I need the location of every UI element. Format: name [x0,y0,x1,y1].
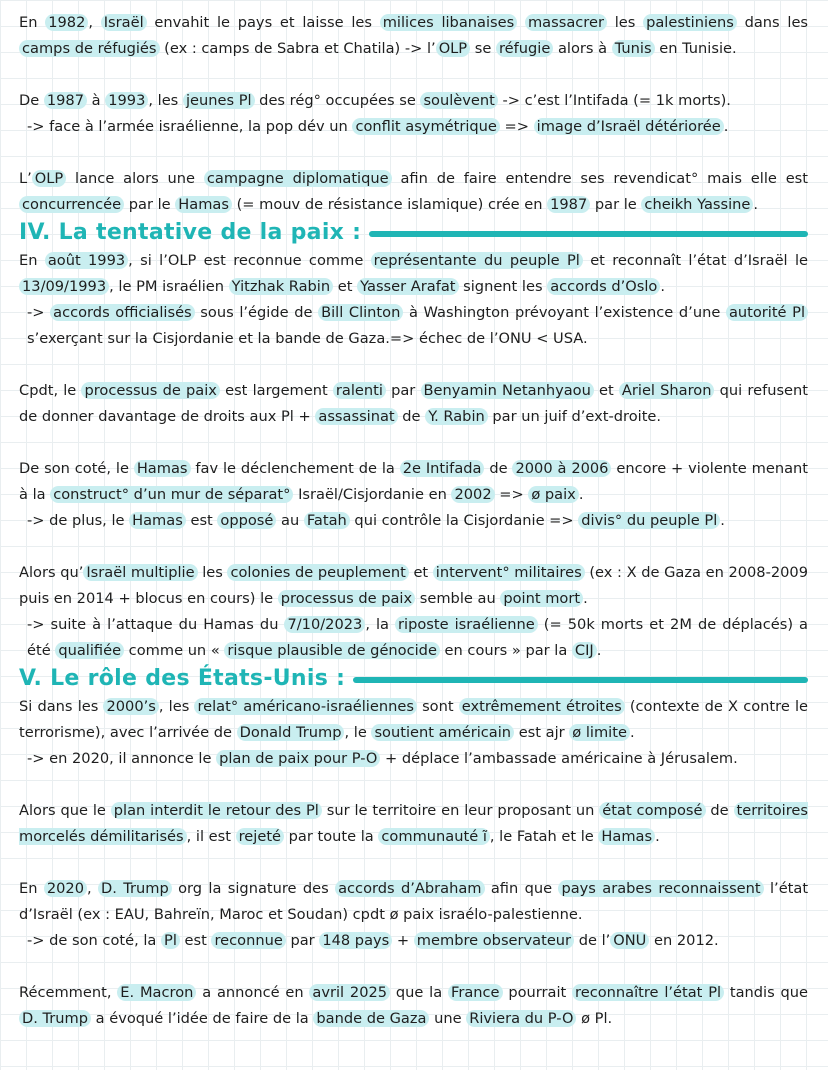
text-run: envahit le pays et laisse les [146,14,380,31]
text-run: En [19,14,46,31]
text-run: , si l’OLP est reconnue comme [128,252,371,269]
text-run: l’état d’Israël (ex : EAU, Bahreïn, Maroc et Soudan) cpdt ø paix israélo-palestienne. [19,880,809,923]
text-run: comme un « [124,642,225,659]
text-run: . [660,278,665,295]
text-run: par toute la [284,828,379,845]
highlighted-term: processus de paix [278,590,415,607]
note-paragraph [19,694,808,746]
text-run: en 2012. [649,932,719,949]
highlighted-term: OLP [436,40,470,57]
text-run: De [19,92,44,109]
text-run: (= 50k morts et 2M de déplacés) a été [27,616,808,659]
text-run: Alors que le [19,802,111,819]
note-subpoint [19,746,808,772]
text-run: L’ [19,170,32,187]
text-run: Israël/Cisjordanie en [293,486,452,503]
text-run: encore + violente menant à la [19,460,808,503]
highlighted-term: France [448,984,503,1001]
highlighted-term: OLP [32,170,66,187]
text-run: par un juif d’ext-droite. [487,408,662,425]
text-run: + déplace l’ambassade américaine à Jérusalem. [380,750,738,767]
text-run: , [88,14,101,31]
text-run: , le [344,724,372,741]
note-subpoint [19,114,808,140]
highlighted-term: Benyamin Netanhyaou [421,382,594,399]
paragraph-spacer [19,62,808,88]
text-run: . [596,642,602,659]
text-run: fav le déclenchement de la [190,460,400,477]
highlighted-term: accords d’Abraham [335,880,484,897]
section-heading [19,214,808,250]
text-run [517,14,525,31]
text-run: -> suite à l’attaque du Hamas du [27,616,285,633]
note-paragraph [19,456,808,508]
text-run: Si dans les [19,698,104,715]
text-run: Cpdt, le [19,382,82,399]
text-run: à Washington prévoyant l’existence d’une [403,304,726,321]
highlighted-term: D. Trump [98,880,172,897]
highlighted-term: accords d’Oslo [547,278,660,295]
highlighted-term: plan interdit le retour des Pl [111,802,322,819]
text-run: de [705,802,734,819]
text-run: sous l’égide de [194,304,319,321]
text-run: au [276,512,304,529]
highlighted-term: Riviera du P-O [466,1010,576,1027]
text-run: . [723,118,729,135]
paragraph-spacer [19,534,808,560]
text-run: tandis que [724,984,809,1001]
highlighted-term: extrêmement étroites [459,698,625,715]
text-run: qui refusent de donner davantage de droits aux Pl + [19,382,809,425]
text-run: alors à [553,40,612,57]
section-heading-text: IV. La tentative de la paix : [19,219,362,245]
paragraph-spacer [19,850,808,876]
text-run: les [606,14,644,31]
highlighted-term: Tunis [612,40,655,57]
text-run: est largement [219,382,333,399]
text-run: sont [416,698,459,715]
text-run: en cours » par la [439,642,572,659]
text-run: ø Pl. [576,1010,613,1027]
highlighted-term: Fatah [304,512,350,529]
text-run: est ajr [514,724,570,741]
note-paragraph [19,248,808,300]
highlighted-term: massacrer [525,14,607,31]
text-run: signent les [458,278,548,295]
highlighted-term: 2000 à 2006 [512,460,611,477]
highlighted-term: colonies de peuplement [227,564,408,581]
text-run: par [285,932,320,949]
highlighted-term: reconnaître l’état Pl [572,984,724,1001]
highlighted-term: conflit asymétrique [352,118,499,135]
text-run: pourrait [502,984,573,1001]
text-run: org la signature des [171,880,336,897]
text-run: -> en 2020, il annonce le [27,750,217,767]
highlighted-term: Bill Clinton [318,304,403,321]
highlighted-term: avril 2025 [309,984,390,1001]
text-run: . [655,828,660,845]
highlighted-term: processus de paix [81,382,219,399]
text-run: les [197,564,228,581]
highlighted-term: ø paix [528,486,578,503]
highlighted-term: Israël [101,14,147,31]
highlighted-term: 7/10/2023 [284,616,365,633]
text-run: , le PM israélien [109,278,229,295]
highlighted-term: autorité Pl [726,304,808,321]
highlighted-term: août 1993 [45,252,128,269]
highlighted-term: concurrencée [19,196,124,213]
text-run: De son coté, le [19,460,134,477]
highlighted-term: divis° du peuple Pl [578,512,720,529]
note-paragraph [19,980,808,1032]
highlighted-term: rejeté [236,828,284,845]
heading-underline [353,677,808,683]
highlighted-term: image d’Israël détériorée [534,118,724,135]
text-run: -> c’est l’Intifada (= 1k morts). [497,92,731,109]
text-run: de [397,408,426,425]
highlighted-term: accords officialisés [50,304,195,321]
highlighted-term: 1993 [105,92,148,109]
text-run: par le [124,196,176,213]
text-run: => [494,486,529,503]
highlighted-term: 2e Intifada [400,460,485,477]
paragraph-spacer [19,772,808,798]
text-run: (ex : camps de Sabra et Chatila) -> l’ [159,40,436,57]
highlighted-term: Donald Trump [237,724,345,741]
paragraph-spacer [19,352,808,378]
note-subpoint [19,928,808,954]
text-run: et [593,382,619,399]
highlighted-term: 1987 [44,92,87,109]
highlighted-term: campagne diplomatique [204,170,392,187]
highlighted-term: risque plausible de génocide [224,642,440,659]
text-run: En [19,252,45,269]
highlighted-term: soutient américain [371,724,514,741]
text-run: afin de faire entendre ses revendicat° mais elle est [391,170,809,187]
note-subpoint [19,612,808,664]
highlighted-term: communauté ĩ [378,828,489,845]
highlighted-term: ONU [610,932,649,949]
text-run: => [499,118,534,135]
note-paragraph [19,378,808,430]
highlighted-term: intervent° militaires [433,564,585,581]
text-run: et [333,278,358,295]
text-run: par le [590,196,642,213]
text-run: (ex : X de Gaza en 2008-2009 puis en 2014 + blocus en cours) le [19,564,809,607]
note-paragraph [19,876,808,928]
text-run: a évoqué l’idée de faire de la [91,1010,314,1027]
text-run: de [484,460,513,477]
text-run: est [179,932,212,949]
text-run: , il est [186,828,236,845]
highlighted-term: Pl [161,932,180,949]
highlighted-term: 1982 [45,14,88,31]
heading-underline [369,231,808,237]
text-run: lance alors une [66,170,204,187]
text-run: -> face à l’armée israélienne, la pop dév un [27,118,353,135]
highlighted-term: riposte israélienne [395,616,538,633]
highlighted-term: Ariel Sharon [619,382,715,399]
text-run: que la [390,984,448,1001]
highlighted-term: D. Trump [19,1010,91,1027]
highlighted-term: bande de Gaza [313,1010,429,1027]
text-run: . [720,512,725,529]
text-run: une [429,1010,467,1027]
highlighted-term: ralenti [333,382,386,399]
highlighted-term: Israël multiplie [83,564,197,581]
text-run: -> [27,304,51,321]
highlighted-term: milices libanaises [380,14,517,31]
highlighted-term: assassinat [315,408,397,425]
text-run: sur le territoire en leur proposant un [321,802,600,819]
section-heading-text: V. Le rôle des États-Unis : [19,665,346,691]
highlighted-term: 148 pays [319,932,392,949]
text-run: et reconnaît l’état d’Israël le [582,252,808,269]
highlighted-term: Yasser Arafat [357,278,458,295]
paragraph-spacer [19,430,808,456]
highlighted-term: territoires morcelés démilitarisés [19,802,808,845]
highlighted-term: Hamas [175,196,232,213]
highlighted-term: 2000’s [103,698,158,715]
highlighted-term: Hamas [598,828,655,845]
highlighted-term: Hamas [129,512,186,529]
highlighted-term: Hamas [134,460,191,477]
paragraph-spacer [19,954,808,980]
text-run: , le Fatah et le [489,828,599,845]
highlighted-term: 2002 [451,486,494,503]
highlighted-term: Y. Rabin [425,408,488,425]
text-run: (contexte de X contre le terrorisme), avec l’arrivée de [19,698,808,741]
highlighted-term: pays arabes reconnaissent [558,880,763,897]
section-heading [19,660,808,696]
text-run: de l’ [574,932,611,949]
note-subpoint [19,508,808,534]
text-run: à [87,92,106,109]
highlighted-term: état composé [599,802,705,819]
note-paragraph [19,88,808,114]
highlighted-term: relat° américano-israéliennes [194,698,416,715]
text-run: . [753,196,759,213]
highlighted-term: cheikh Yassine [641,196,753,213]
text-run: . [583,590,588,607]
text-run: -> de plus, le [27,512,130,529]
text-run: dans les [736,14,809,31]
note-paragraph [19,166,808,218]
highlighted-term: 1987 [547,196,590,213]
highlighted-term: réfugie [496,40,553,57]
text-run: . [629,724,635,741]
highlighted-term: point mort [500,590,583,607]
text-run: par [385,382,421,399]
text-run: + [392,932,414,949]
text-run: et [408,564,433,581]
highlighted-term: qualifiée [55,642,124,659]
highlighted-term: plan de paix pour P-O [216,750,380,767]
highlighted-term: 2020 [44,880,87,897]
note-paragraph [19,798,808,850]
highlighted-term: palestiniens [643,14,737,31]
text-run: , [86,880,98,897]
text-run: qui contrôle la Cisjordanie => [349,512,579,529]
text-run: afin que [484,880,559,897]
note-subpoint [19,300,808,352]
text-run: est [185,512,218,529]
highlighted-term: membre observateur [414,932,574,949]
highlighted-term: Yitzhak Rabin [229,278,333,295]
text-run: , la [365,616,396,633]
highlighted-term: ø limite [569,724,630,741]
text-run: (= mouv de résistance islamique) crée en [231,196,548,213]
paragraph-spacer [19,140,808,166]
text-run: Alors qu’ [19,564,84,581]
highlighted-term: construct° d’un mur de séparat° [50,486,293,503]
highlighted-term: CIJ [572,642,597,659]
text-run: , les [158,698,195,715]
text-run: se [470,40,496,57]
note-paragraph [19,10,808,62]
highlighted-term: opposé [217,512,276,529]
highlighted-term: E. Macron [117,984,196,1001]
text-run: a annoncé en [196,984,310,1001]
text-run: des rég° occupées se [254,92,421,109]
text-run: . [578,486,584,503]
highlighted-term: jeunes Pl [183,92,255,109]
note-paragraph [19,560,808,612]
highlighted-term: représentante du peuple Pl [371,252,583,269]
text-run: en Tunisie. [654,40,737,57]
text-run: , les [148,92,183,109]
text-run: -> de son coté, la [27,932,162,949]
text-run: semble au [415,590,501,607]
text-run: En [19,880,44,897]
highlighted-term: soulèvent [420,92,497,109]
text-run: s’exerçant sur la Cisjordanie et la bande de Gaza.=> échec de l’ONU < USA. [27,330,588,347]
highlighted-term: 13/09/1993 [19,278,109,295]
highlighted-term: camps de réfugiés [19,40,160,57]
text-run: Récemment, [19,984,118,1001]
highlighted-term: reconnue [211,932,285,949]
